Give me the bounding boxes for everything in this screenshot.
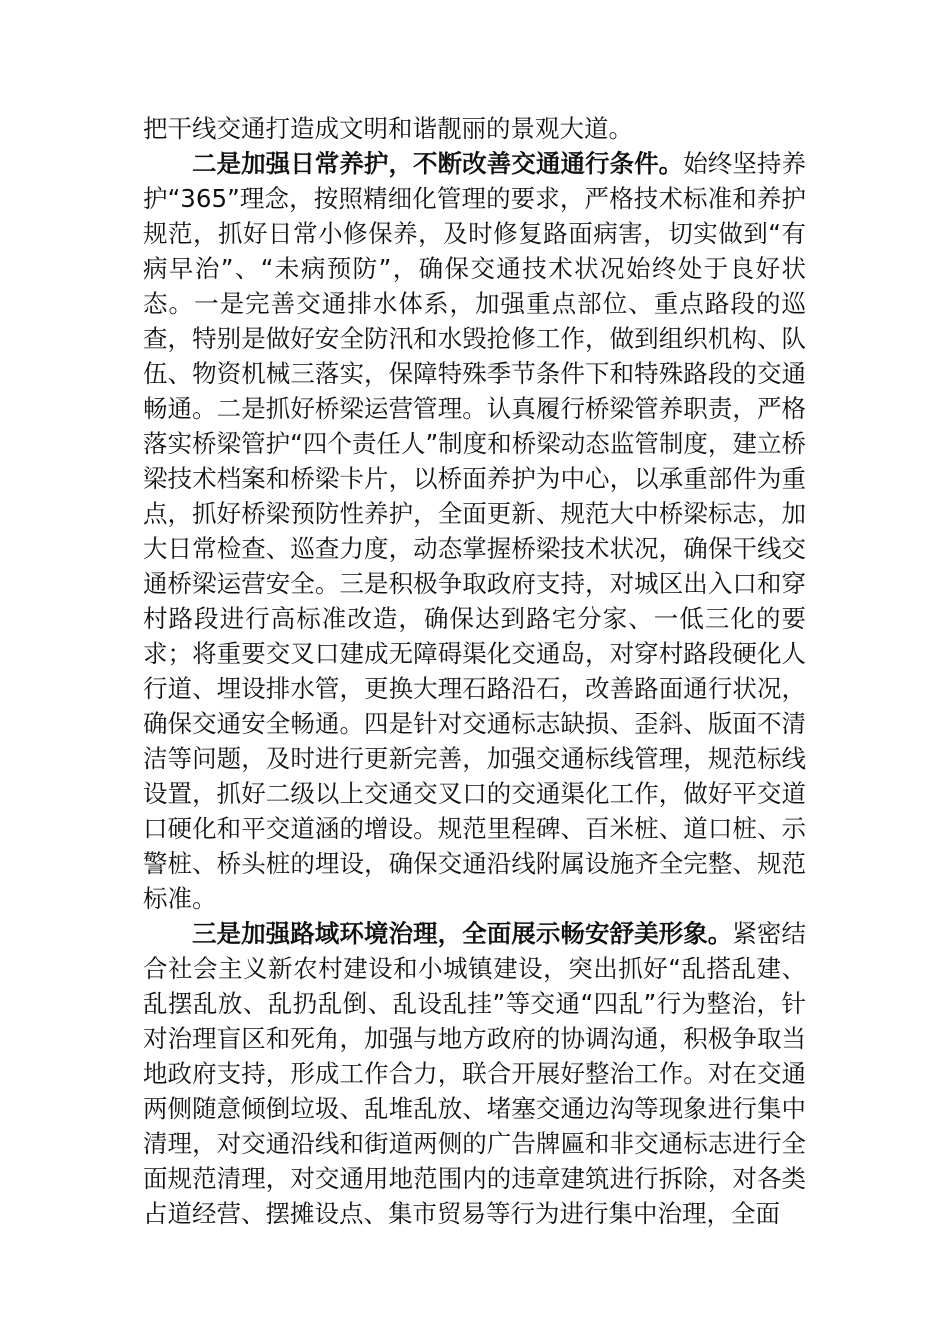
paragraph-1-text: 把干线交通打造成文明和谐靓丽的景观大道。 — [143, 114, 633, 143]
paragraph-2-body: 始终坚持养护“365”理念，按照精细化管理的要求，严格技术标准和养护规范，抓好日常小修保养，及时修复路面病害，切实做到“有病早治”、“未病预防”，确保交通技术状况始终处于良好状态。一是完善交通排水体系，加强重点部位、重点路段的巡查，特别是做好安全防汛和水毁抢修工作，做到组织机构、队伍、物资机械三落实，保障特殊季节条件下和特殊路段的交通畅通。二是抓好桥梁运营管理。认真履行桥梁管养职责，严格落实桥梁管护“四个责任人”制度和桥梁动态监管制度，建立桥梁技术档案和桥梁卡片，以桥面养护为中心，以承重部件为重点，抓好桥梁预防性养护，全面更新、规范大中桥梁标志，加大日常检查、巡查力度，动态掌握桥梁技术状况，确保干线交通桥梁运营安全。三是积极争取政府支持，对城区出入口和穿村路段进行高标准改造，确保达到路宅分家、一低三化的要求；将重要交叉口建成无障碍渠化交通岛，对穿村路段硬化人行道、埋设排水管，更换大理石路沿石，改善路面通行状况，确保交通安全畅通。四是针对交通标志缺损、歪斜、版面不清洁等问题，及时进行更新完善，加强交通标线管理，规范标线设置，抓好二级以上交通交叉口的交通渠化工作，做好平交道口硬化和平交道涵的增设。规范里程碑、百米桩、道口桩、示警桩、桥头桩的埋设，确保交通沿线附属设施齐全完整、规范标准。 — [143, 149, 806, 913]
paragraph-1 — [143, 111, 806, 146]
paragraph-3 — [143, 916, 806, 1231]
paragraph-3-body: 紧密结合社会主义新农村建设和小城镇建设，突出抓好“乱搭乱建、乱摆乱放、乱扔乱倒、乱设乱挂”等交通“四乱”行为整治，针对治理盲区和死角，加强与地方政府的协调沟通，积极争取当地政府支持，形成工作合力，联合开展好整治工作。对在交通两侧随意倾倒垃圾、乱堆乱放、堵塞交通边沟等现象进行集中清理，对交通沿线和街道两侧的广告牌匾和非交通标志进行全面规范清理，对交通用地范围内的违章建筑进行拆除，对各类占道经营、摆摊设点、集市贸易等行为进行集中治理，全面 — [143, 919, 806, 1228]
document-page — [143, 111, 806, 1231]
paragraph-2 — [143, 146, 806, 916]
paragraph-2-lead: 二是加强日常养护，不断改善交通通行条件。 — [192, 149, 684, 178]
paragraph-3-lead: 三是加强路域环境治理，全面展示畅安舒美形象。 — [192, 919, 733, 948]
